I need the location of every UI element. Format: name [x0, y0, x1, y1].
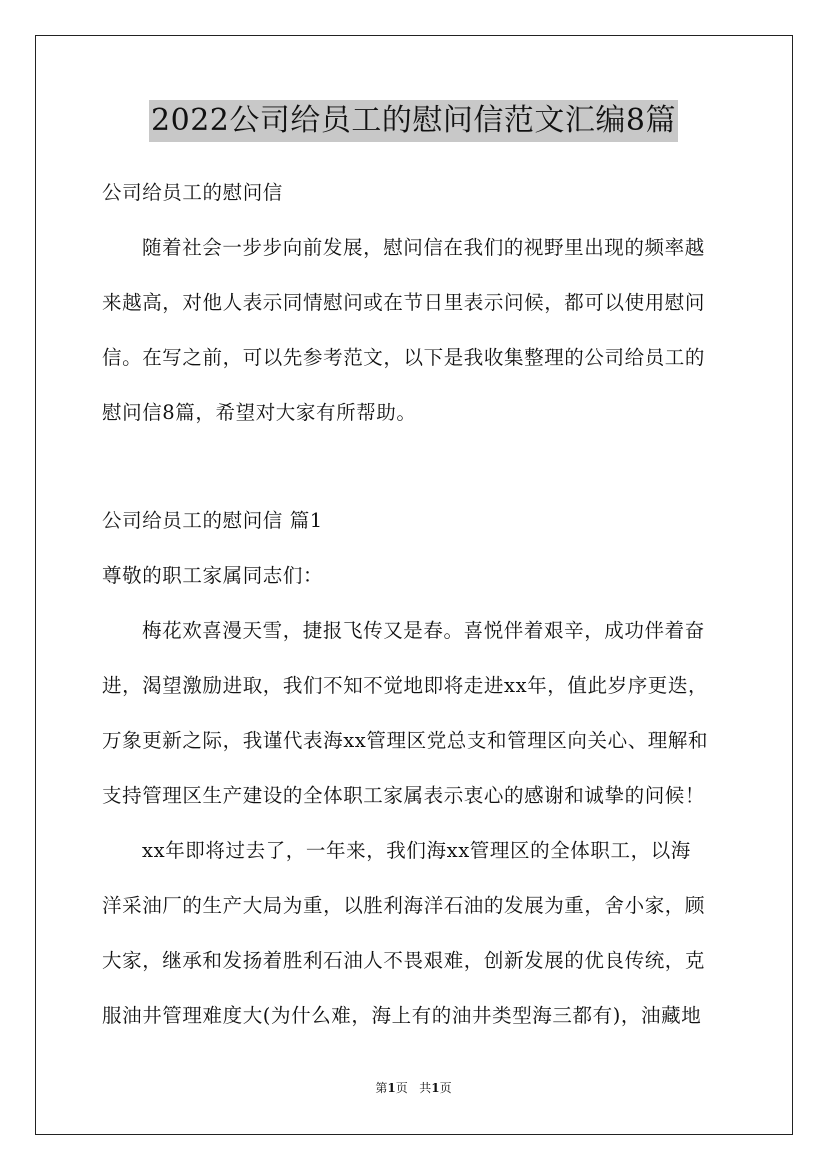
- salutation: 尊敬的职工家属同志们：: [102, 564, 324, 587]
- page-number-total: 1: [431, 1081, 440, 1095]
- section-heading: 公司给员工的慰问信 篇1: [102, 509, 323, 532]
- paragraph-line: 支持管理区生产建设的全体职工家属表示衷心的感谢和诚挚的问候！: [102, 784, 706, 807]
- total-unit: 页: [439, 1081, 452, 1095]
- total-label: 共: [419, 1081, 432, 1095]
- intro-line: 慰问信8篇，希望对大家有所帮助。: [102, 401, 417, 424]
- paragraph-line: 梅花欢喜漫天雪，捷报飞传又是春。喜悦伴着艰辛，成功伴着奋: [142, 619, 705, 642]
- paragraph-line: 服油井管理难度大(为什么难，海上有的油井类型海三都有)，油藏地: [102, 1004, 702, 1027]
- document-title: 2022公司给员工的慰问信范文汇编8篇: [149, 100, 678, 142]
- page-number-current: 1: [387, 1081, 396, 1095]
- page-footer: [0, 1080, 827, 1096]
- paragraph-line: 进，渴望激励进取，我们不知不觉地即将走进xx年，值此岁序更迭，: [102, 674, 709, 697]
- intro-line: 信。在写之前，可以先参考范文，以下是我收集整理的公司给员工的: [102, 346, 706, 369]
- paragraph-line: 万象更新之际，我谨代表海xx管理区党总支和管理区向关心、理解和: [102, 729, 709, 752]
- page-label: 第: [375, 1081, 388, 1095]
- title-container: [0, 100, 827, 142]
- intro-heading: 公司给员工的慰问信: [102, 181, 283, 204]
- intro-line: 来越高，对他人表示同情慰问或在节日里表示问候，都可以使用慰问: [102, 291, 706, 314]
- paragraph-line: 洋采油厂的生产大局为重，以胜利海洋石油的发展为重，舍小家，顾: [102, 894, 706, 917]
- paragraph-line: 大家，继承和发扬着胜利石油人不畏艰难，创新发展的优良传统，克: [102, 949, 706, 972]
- paragraph-line: xx年即将过去了，一年来，我们海xx管理区的全体职工，以海: [142, 839, 691, 862]
- page-unit: 页: [395, 1081, 408, 1095]
- intro-line: 随着社会一步步向前发展，慰问信在我们的视野里出现的频率越: [142, 236, 705, 259]
